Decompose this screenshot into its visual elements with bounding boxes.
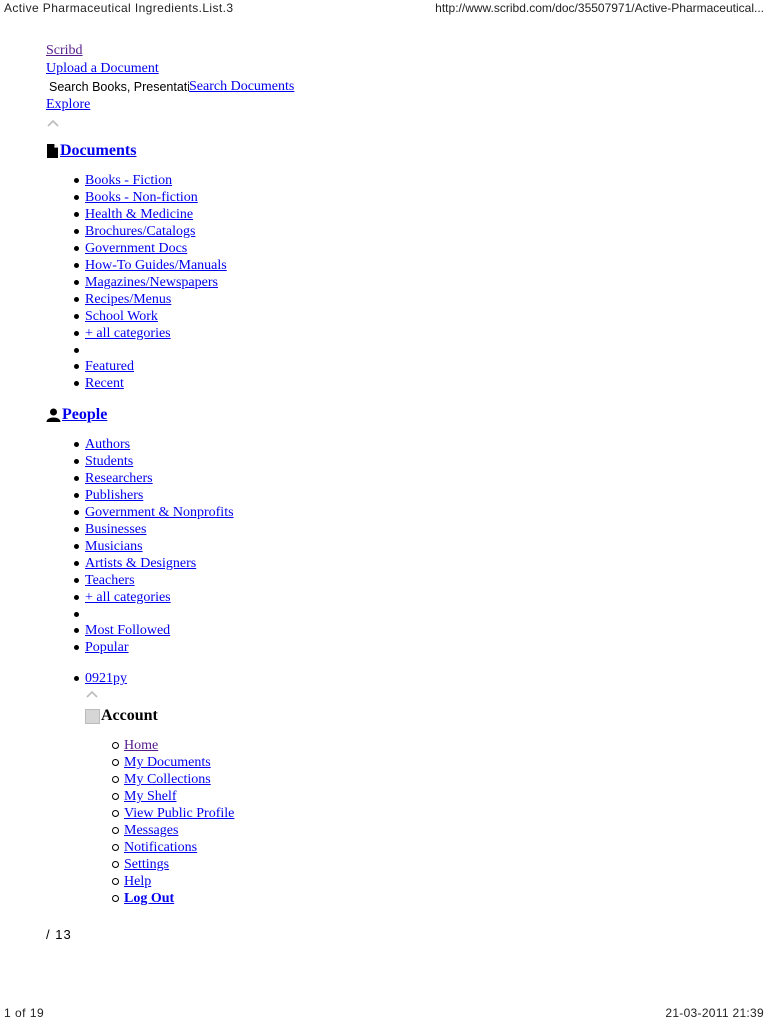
list-item [124, 839, 294, 856]
list-item [85, 436, 294, 453]
list-item [85, 470, 294, 487]
list-item [85, 257, 294, 274]
account-title: Account [101, 707, 158, 724]
list-item [124, 890, 294, 907]
list-item [85, 639, 294, 656]
print-title: Active Pharmaceutical Ingredients.List.3 [4, 1, 234, 15]
category-link[interactable]: Books - Fiction [85, 173, 173, 188]
list-item [85, 274, 294, 291]
list-item [85, 189, 294, 206]
recent-link[interactable]: Recent [85, 376, 124, 391]
people-category-link[interactable]: Businesses [85, 522, 147, 537]
list-item [85, 453, 294, 470]
people-list [46, 436, 294, 656]
documents-heading [46, 142, 294, 160]
list-item [124, 822, 294, 839]
list-item [124, 771, 294, 788]
empty-list-item [85, 606, 294, 622]
caret-up-icon [46, 118, 60, 128]
search-documents-link[interactable]: Search Documents [189, 79, 295, 94]
log-out-link[interactable]: Log Out [124, 891, 175, 906]
view-public-profile-link[interactable]: View Public Profile [124, 806, 235, 821]
list-item [85, 538, 294, 555]
messages-link[interactable]: Messages [124, 823, 179, 838]
documents-link[interactable]: Documents [60, 142, 137, 159]
most-followed-link[interactable]: Most Followed [85, 623, 171, 638]
category-link[interactable]: Government Docs [85, 241, 188, 256]
list-item [85, 206, 294, 223]
list-item [124, 754, 294, 771]
list-item [124, 737, 294, 754]
page-indicator: / 13 [46, 927, 72, 942]
category-link[interactable]: Health & Medicine [85, 207, 194, 222]
category-link[interactable]: School Work [85, 309, 158, 324]
user-menu [46, 670, 294, 687]
upload-document-link[interactable]: Upload a Document [46, 61, 159, 76]
empty-list-item [85, 342, 294, 358]
my-shelf-link[interactable]: My Shelf [124, 789, 177, 804]
people-category-link[interactable]: Researchers [85, 471, 153, 486]
all-categories-link[interactable]: + all categories [85, 326, 171, 341]
people-category-link[interactable]: Authors [85, 437, 131, 452]
scribd-home-link[interactable]: Scribd [46, 43, 83, 58]
people-category-link[interactable]: Teachers [85, 573, 135, 588]
print-url: http://www.scribd.com/doc/35507971/Active-Pharmaceutical... [435, 1, 764, 15]
avatar-icon [85, 709, 100, 724]
notifications-link[interactable]: Notifications [124, 840, 198, 855]
account-heading [85, 707, 294, 725]
list-item [85, 572, 294, 589]
list-item [85, 240, 294, 257]
list-item [85, 172, 294, 189]
document-icon [46, 144, 59, 158]
home-link[interactable]: Home [124, 738, 159, 753]
list-item [85, 308, 294, 325]
list-item [85, 487, 294, 504]
list-item [85, 589, 294, 606]
person-icon [46, 408, 61, 422]
people-category-link[interactable]: Students [85, 454, 134, 469]
list-item [85, 622, 294, 639]
list-item [124, 873, 294, 890]
my-documents-link[interactable]: My Documents [124, 755, 211, 770]
list-item [85, 223, 294, 240]
username-link[interactable]: 0921py [85, 671, 127, 686]
print-page-count: 1 of 19 [4, 1006, 45, 1020]
documents-list [46, 172, 294, 392]
people-category-link[interactable]: Artists & Designers [85, 556, 197, 571]
people-category-link[interactable]: Publishers [85, 488, 144, 503]
account-block [46, 689, 294, 725]
list-item [85, 521, 294, 538]
print-header [0, 0, 768, 18]
list-item [85, 291, 294, 308]
people-category-link[interactable]: Government & Nonprofits [85, 505, 234, 520]
people-heading [46, 406, 294, 424]
category-link[interactable]: Brochures/Catalogs [85, 224, 196, 239]
list-item [124, 788, 294, 805]
caret-up-icon [85, 689, 99, 699]
print-date: 21-03-2011 21:39 [665, 1006, 764, 1020]
settings-link[interactable]: Settings [124, 857, 170, 872]
list-item [85, 555, 294, 572]
list-item [85, 375, 294, 392]
list-item [85, 325, 294, 342]
print-footer [0, 1004, 768, 1024]
list-item [85, 670, 294, 687]
search-row [46, 78, 294, 96]
popular-link[interactable]: Popular [85, 640, 129, 655]
top-nav [46, 42, 294, 128]
category-link[interactable]: How-To Guides/Manuals [85, 258, 227, 273]
category-link[interactable]: Magazines/Newspapers [85, 275, 218, 290]
list-item [124, 805, 294, 822]
featured-link[interactable]: Featured [85, 359, 134, 374]
list-item [85, 504, 294, 521]
search-input[interactable] [46, 79, 189, 95]
list-item [124, 856, 294, 873]
category-link[interactable]: Books - Non-fiction [85, 190, 198, 205]
page-content [46, 42, 294, 907]
people-category-link[interactable]: Musicians [85, 539, 143, 554]
my-collections-link[interactable]: My Collections [124, 772, 211, 787]
help-link[interactable]: Help [124, 874, 152, 889]
people-link[interactable]: People [62, 406, 108, 423]
category-link[interactable]: Recipes/Menus [85, 292, 172, 307]
explore-link[interactable]: Explore [46, 97, 91, 112]
all-categories-link[interactable]: + all categories [85, 590, 171, 605]
account-list [46, 737, 294, 907]
list-item [85, 358, 294, 375]
